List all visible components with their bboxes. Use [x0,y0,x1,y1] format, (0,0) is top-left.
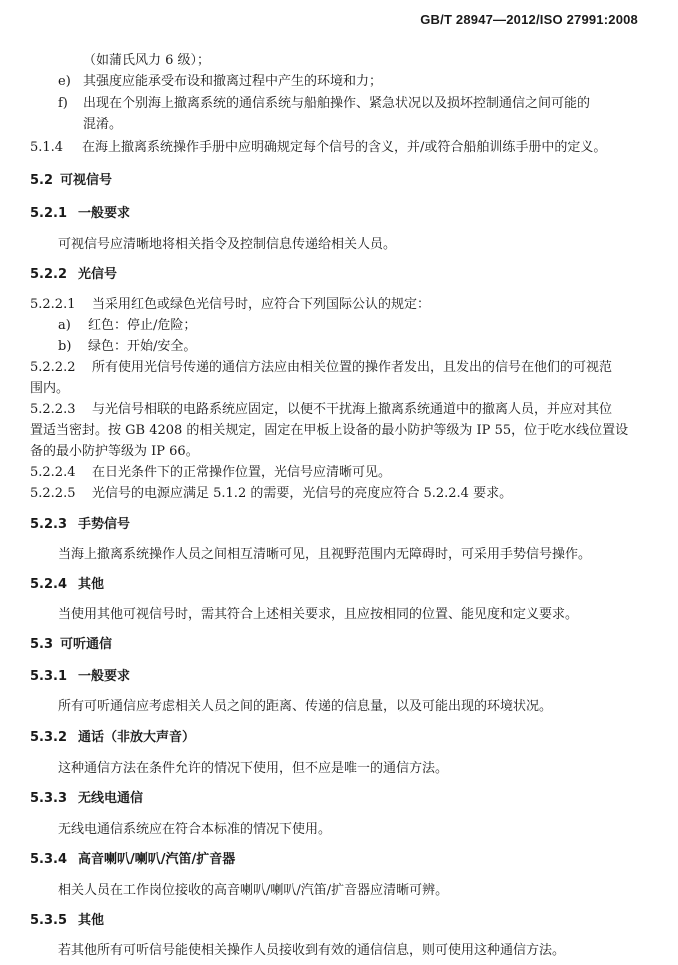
list-item-f-text: 出现在个别海上撤离系统的通信系统与船舶操作、紧急状况以及损坏控制通信之间可能的 [83,96,591,111]
clause-5-1-4 [30,139,606,157]
paragraph-5-3-1: 所有可听通信应考虑相关人员之间的距离、传递的信息量，以及可能出现的环境状况。 [58,699,553,714]
list-item-e-text: 其强度应能承受布设和撤离过程中产生的环境和力； [83,74,383,89]
section-title: 光信号 [78,267,118,282]
section-number: 5.2.1 [30,206,68,221]
list-item-e [58,73,71,91]
clause-5-2-2-3 [30,401,612,419]
section-title: 高音喇叭/喇叭/汽笛/扩音器 [78,852,236,867]
list-item-b-text: 绿色：开始/安全。 [88,339,197,354]
continued-text-line: （如蒲氏风力 6 级）； [83,53,211,68]
clause-text: 在海上撤离系统操作手册中应明确规定每个信号的含义，并/或符合船舶训练手册中的定义。 [82,140,607,155]
section-number: 5.3.1 [30,669,68,684]
clause-number: 5.2.2.3 [30,402,76,417]
clause-number: 5.2.2.4 [30,465,76,480]
clause-number: 5.2.2.5 [30,486,76,501]
list-marker: e) [58,74,71,89]
section-title: 手势信号 [78,517,131,532]
section-number: 5.2 [30,173,54,188]
clause-5-2-2-2 [30,359,612,377]
section-title: 其他 [78,577,105,592]
list-marker-b: b) [58,339,72,354]
clause-5-2-2-3-cont: 置适当密封。按 GB 4208 的相关规定，固定在甲板上设备的最小防护等级为 IP 55，位于吃水线位置设 [30,423,629,438]
clause-text: 光信号的电源应满足 5.1.2 的需要，光信号的亮度应符合 5.2.2.4 要求。 [92,486,513,501]
section-heading-5-2 [30,172,112,190]
section-heading-5-3-2 [30,729,195,747]
clause-5-2-2-4 [30,464,391,482]
clause-number: 5.1.4 [30,140,64,155]
section-number: 5.2.2 [30,267,68,282]
section-number: 5.3.4 [30,852,68,867]
section-title: 可视信号 [60,173,113,188]
section-title: 其他 [78,913,105,928]
section-title: 可听通信 [60,637,113,652]
section-title: 一般要求 [78,669,131,684]
section-heading-5-3-3 [30,790,143,808]
section-heading-5-2-2 [30,266,117,284]
paragraph-5-3-2: 这种通信方法在条件允许的情况下使用，但不应是唯一的通信方法。 [58,761,449,776]
list-item-a-text: 红色：停止/危险； [88,318,197,333]
section-title: 一般要求 [78,206,131,221]
section-title: 通话（非放大声音） [78,730,196,745]
clause-number: 5.2.2.1 [30,297,76,312]
paragraph-5-2-1: 可视信号应清晰地将相关指令及控制信息传递给相关人员。 [58,237,397,252]
section-heading-5-3-5 [30,912,104,930]
list-marker-a: a) [58,318,71,333]
paragraph-5-3-4: 相关人员在工作岗位接收的高音喇叭/喇叭/汽笛/扩音器应清晰可辨。 [58,883,449,898]
clause-number: 5.2.2.2 [30,360,76,375]
section-number: 5.2.4 [30,577,68,592]
list-item-f-text-cont: 混淆。 [83,117,123,132]
section-heading-5-2-4 [30,576,104,594]
clause-5-2-2-2-cont: 围内。 [30,381,70,396]
clause-text: 在日光条件下的正常操作位置，光信号应清晰可见。 [92,465,392,480]
paragraph-5-2-3: 当海上撤离系统操作人员之间相互清晰可见，且视野范围内无障碍时，可采用手势信号操作。 [58,547,592,562]
paragraph-5-3-3: 无线电通信系统应在符合本标准的情况下使用。 [58,822,332,837]
section-heading-5-3-4 [30,851,235,869]
section-heading-5-2-1 [30,205,130,223]
clause-text: 当采用红色或绿色光信号时，应符合下列国际公认的规定： [92,297,431,312]
section-heading-5-3 [30,636,112,654]
paragraph-5-3-5: 若其他所有可听信号能使相关操作人员接收到有效的通信信息，则可使用这种通信方法。 [58,943,566,958]
clause-5-2-2-5 [30,485,512,503]
list-marker-f: f) [58,96,68,111]
clause-text: 与光信号相联的电路系统应固定，以便不干扰海上撤离系统通道中的撤离人员，并应对其位 [92,402,613,417]
section-number: 5.3.5 [30,913,68,928]
paragraph-5-2-4: 当使用其他可视信号时，需其符合上述相关要求，且应按相同的位置、能见度和定义要求。 [58,607,579,622]
section-number: 5.3 [30,637,54,652]
section-heading-5-3-1 [30,668,130,686]
section-number: 5.3.3 [30,791,68,806]
clause-text: 所有使用光信号传递的通信方法应由相关位置的操作者发出，且发出的信号在他们的可视范 [92,360,613,375]
section-number: 5.2.3 [30,517,68,532]
section-number: 5.3.2 [30,730,68,745]
section-heading-5-2-3 [30,516,130,534]
clause-5-2-2-3-cont2: 备的最小防护等级为 IP 66。 [30,444,199,459]
document-header-code: GB/T 28947—2012/ISO 27991:2008 [420,12,638,27]
section-title: 无线电通信 [78,791,144,806]
clause-5-2-2-1 [30,296,430,314]
